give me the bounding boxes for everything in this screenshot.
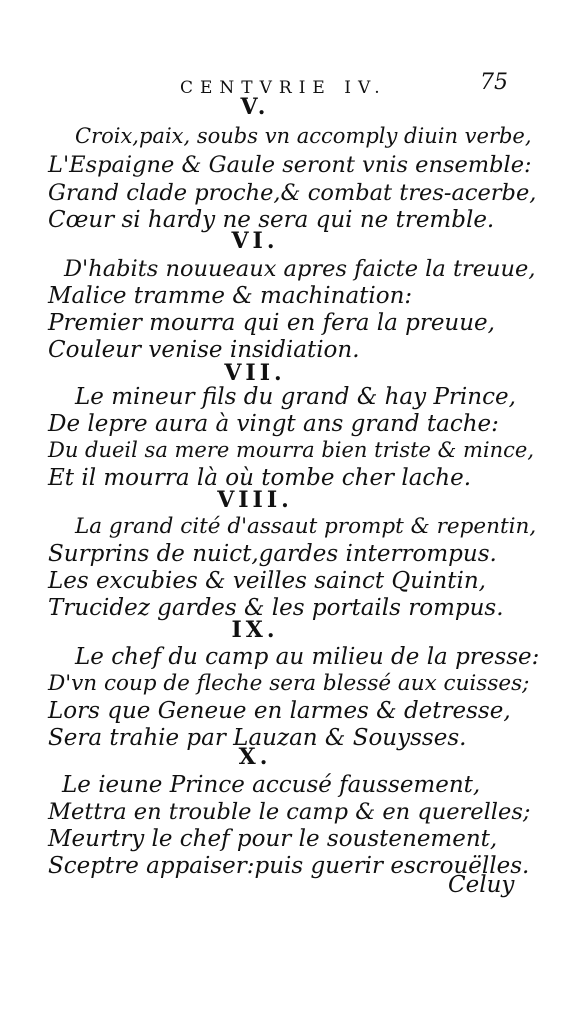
quatrain-number: VI. [231,228,279,254]
verse-line: Sera trahie par Lauzan & Souysses. [48,725,467,751]
verse-line: Les excubies & veilles sainct Quintin, [48,568,486,594]
quatrain-number: VII. [224,360,286,386]
verse-line: De lepre aura à vingt ans grand tache: [48,411,499,437]
verse-line: Surprins de nuict,gardes interrompus. [48,541,497,567]
verse-line: Trucidez gardes & les portails rompus. [48,595,504,621]
verse-line: D'vn coup de fleche sera blessé aux cuisses; [48,671,530,696]
verse-line: Le chef du camp au milieu de la presse: [75,644,540,670]
verse-line: Et il mourra là où tombe cher lache. [48,465,472,491]
verse-line: L'Espaigne & Gaule seront vnis ensemble: [48,152,532,178]
verse-line: Grand clade proche,& combat tres-acerbe, [48,180,537,206]
verse-line: Le ieune Prince accusé faussement, [62,772,481,798]
verse-line: Cœur si hardy ne sera qui ne tremble. [48,207,495,233]
quatrain-number: VIII. [217,487,293,513]
quatrain-number: V. [240,94,270,120]
verse-line: Premier mourra qui en fera la preuue, [48,310,495,336]
verse-line: Malice tramme & machination: [48,283,413,309]
quatrain-number: IX. [231,617,279,643]
verse-line: Lors que Geneue en larmes & detresse, [48,698,511,724]
verse-line: Meurtry le chef pour le soustenement, [48,826,498,852]
running-title: CENTVRIE IV. [180,78,387,98]
catchword: Celuy [448,872,515,898]
page-number: 75 [480,70,508,95]
verse-line: Croix,paix, soubs vn accomply diuin verbe, [75,124,532,148]
verse-line: Couleur venise insidiation. [48,337,360,363]
quatrain-number: X. [238,744,272,770]
verse-line: La grand cité d'assaut prompt & repentin, [75,514,537,539]
verse-line: Mettra en trouble le camp & en querelles; [48,799,531,825]
verse-line: Du dueil sa mere mourra bien triste & mince, [48,438,535,462]
verse-line: D'habits nouueaux apres faicte la treuue, [64,256,536,282]
verse-line: Le mineur fils du grand & hay Prince, [75,384,516,410]
verse-line: Sceptre appaiser:puis guerir escrouëlles. [48,853,530,879]
